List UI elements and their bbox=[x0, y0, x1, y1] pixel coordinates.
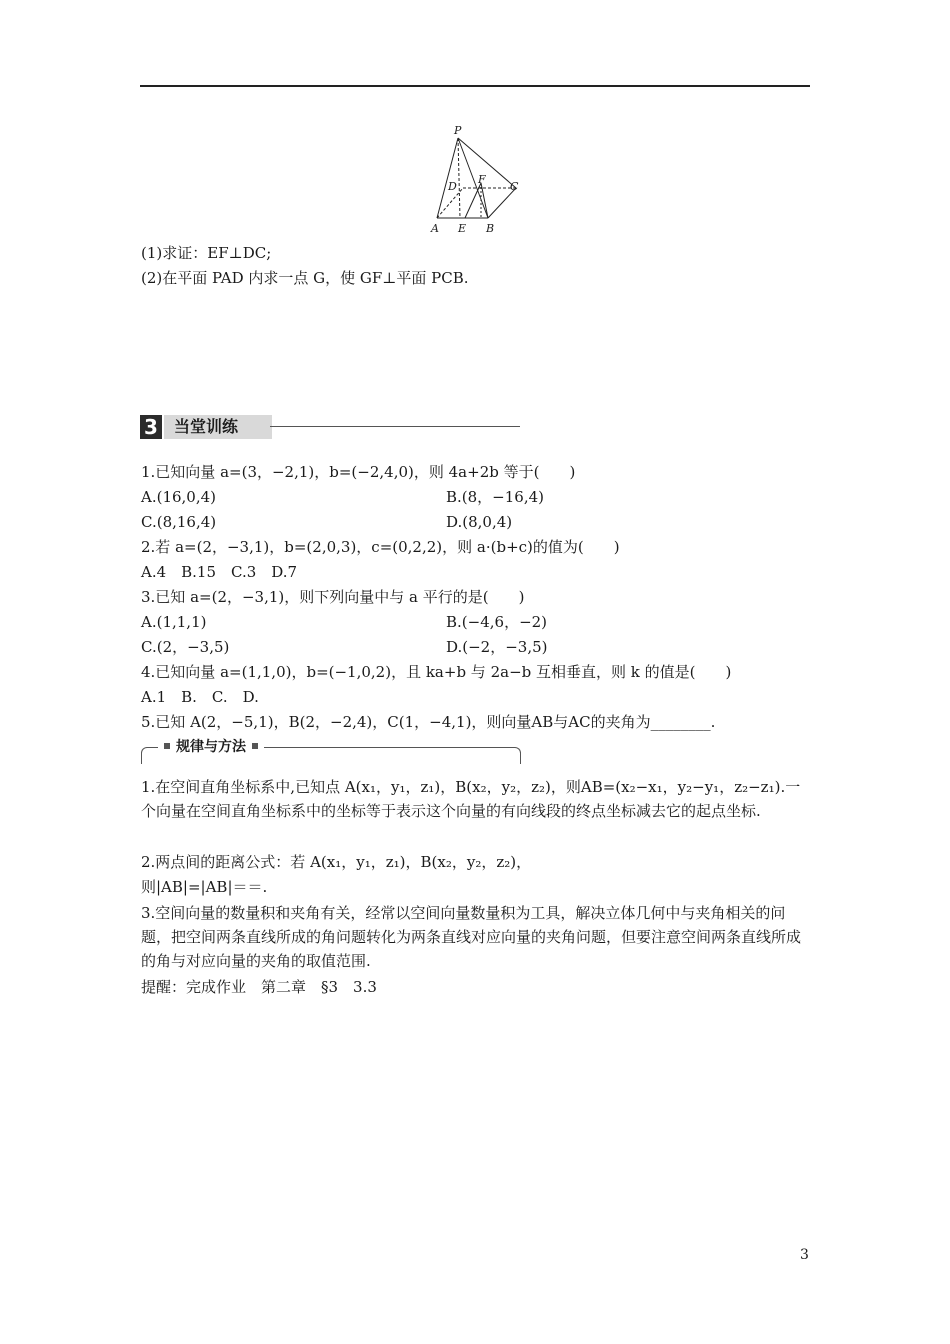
exercise-3-option-b: B.(−4,6，−2) bbox=[446, 613, 548, 631]
problem-part-2: (2)在平面 PAD 内求一点 G，使 GF⊥平面 PCB. bbox=[141, 269, 469, 287]
exercise-1-option-a: A.(16,0,4) bbox=[141, 488, 217, 506]
exercise-4-stem: 4.已知向量 a=(1,1,0)，b=(−1,0,2)，且 ka+b 与 2a−b 互相垂直，则 k 的值是( ) bbox=[141, 663, 732, 681]
square-bullet-icon bbox=[164, 743, 170, 749]
method-paragraph-2b: 则|AB|=|AB|＝＝. bbox=[141, 878, 268, 896]
problem-part-1: (1)求证：EF⊥DC; bbox=[141, 244, 272, 262]
label-D: D bbox=[448, 180, 457, 193]
exercise-5-stem: 5.已知 A(2，−5,1)，B(2，−2,4)，C(1，−4,1)，则向量AB与AC的夹角为________. bbox=[141, 713, 716, 731]
exercise-3-option-a: A.(1,1,1) bbox=[141, 613, 207, 631]
section-header bbox=[140, 413, 540, 441]
method-title bbox=[158, 737, 264, 757]
reminder: 提醒：完成作业 第二章 §3 3.3 bbox=[141, 978, 377, 996]
exercise-1-option-d: D.(8,0,4) bbox=[446, 513, 513, 531]
exercise-1-option-c: C.(8,16,4) bbox=[141, 513, 217, 531]
method-paragraph-2a: 2.两点间的距离公式：若 A(x₁，y₁，z₁)，B(x₂，y₂，z₂)， bbox=[141, 853, 532, 871]
label-A: A bbox=[431, 222, 439, 235]
exercise-2-stem: 2.若 a=(2，−3,1)，b=(2,0,3)，c=(0,2,2)，则 a·(b+c)的值为( ) bbox=[141, 538, 620, 556]
section-number: 3 bbox=[140, 415, 162, 439]
exercise-4-options: A.1 B. C. D. bbox=[141, 688, 259, 706]
label-C: C bbox=[510, 180, 519, 193]
method-box bbox=[141, 739, 521, 764]
exercise-1-option-b: B.(8，−16,4) bbox=[446, 488, 545, 506]
method-paragraph-1: 1.在空间直角坐标系中,已知点 A(x₁，y₁，z₁)，B(x₂，y₂，z₂)，则AB=(x₂−x₁，y₂−y₁，z₂−z₁).一个向量在空间直角坐标系中的坐标等于表示这个向量的有向线段的终点坐标减去它的起点坐标. bbox=[141, 778, 801, 820]
method-paragraph-3: 3.空间向量的数量积和夹角有关，经常以空间向量数量积为工具，解决立体几何中与夹角相关的问题，把空间两条直线所成的角问题转化为两条直线对应向量的夹角问题，但要注意空间两条直线所成的角与对应向量的夹角的取值范围. bbox=[141, 904, 802, 970]
exercise-3-option-c: C.(2，−3,5) bbox=[141, 638, 230, 656]
pyramid-figure bbox=[420, 120, 540, 240]
exercise-2-options: A.4 B.15 C.3 D.7 bbox=[141, 563, 298, 581]
section-rule bbox=[270, 426, 520, 427]
exercise-1-stem: 1.已知向量 a=(3，−2,1)，b=(−2,4,0)，则 4a+2b 等于( ) bbox=[141, 463, 576, 481]
label-F: F bbox=[478, 173, 486, 186]
label-B: B bbox=[486, 222, 495, 235]
exercise-3-stem: 3.已知 a=(2，−3,1)，则下列向量中与 a 平行的是( ) bbox=[141, 588, 525, 606]
section-title: 当堂训练 bbox=[164, 415, 272, 439]
square-bullet-icon bbox=[252, 743, 258, 749]
page-number: 3 bbox=[800, 1247, 809, 1263]
header-rule bbox=[140, 85, 810, 87]
exercise-3-option-d: D.(−2，−3,5) bbox=[446, 638, 548, 656]
label-P: P bbox=[454, 124, 462, 137]
label-E: E bbox=[458, 222, 467, 235]
method-title-text: 规律与方法 bbox=[176, 739, 246, 755]
